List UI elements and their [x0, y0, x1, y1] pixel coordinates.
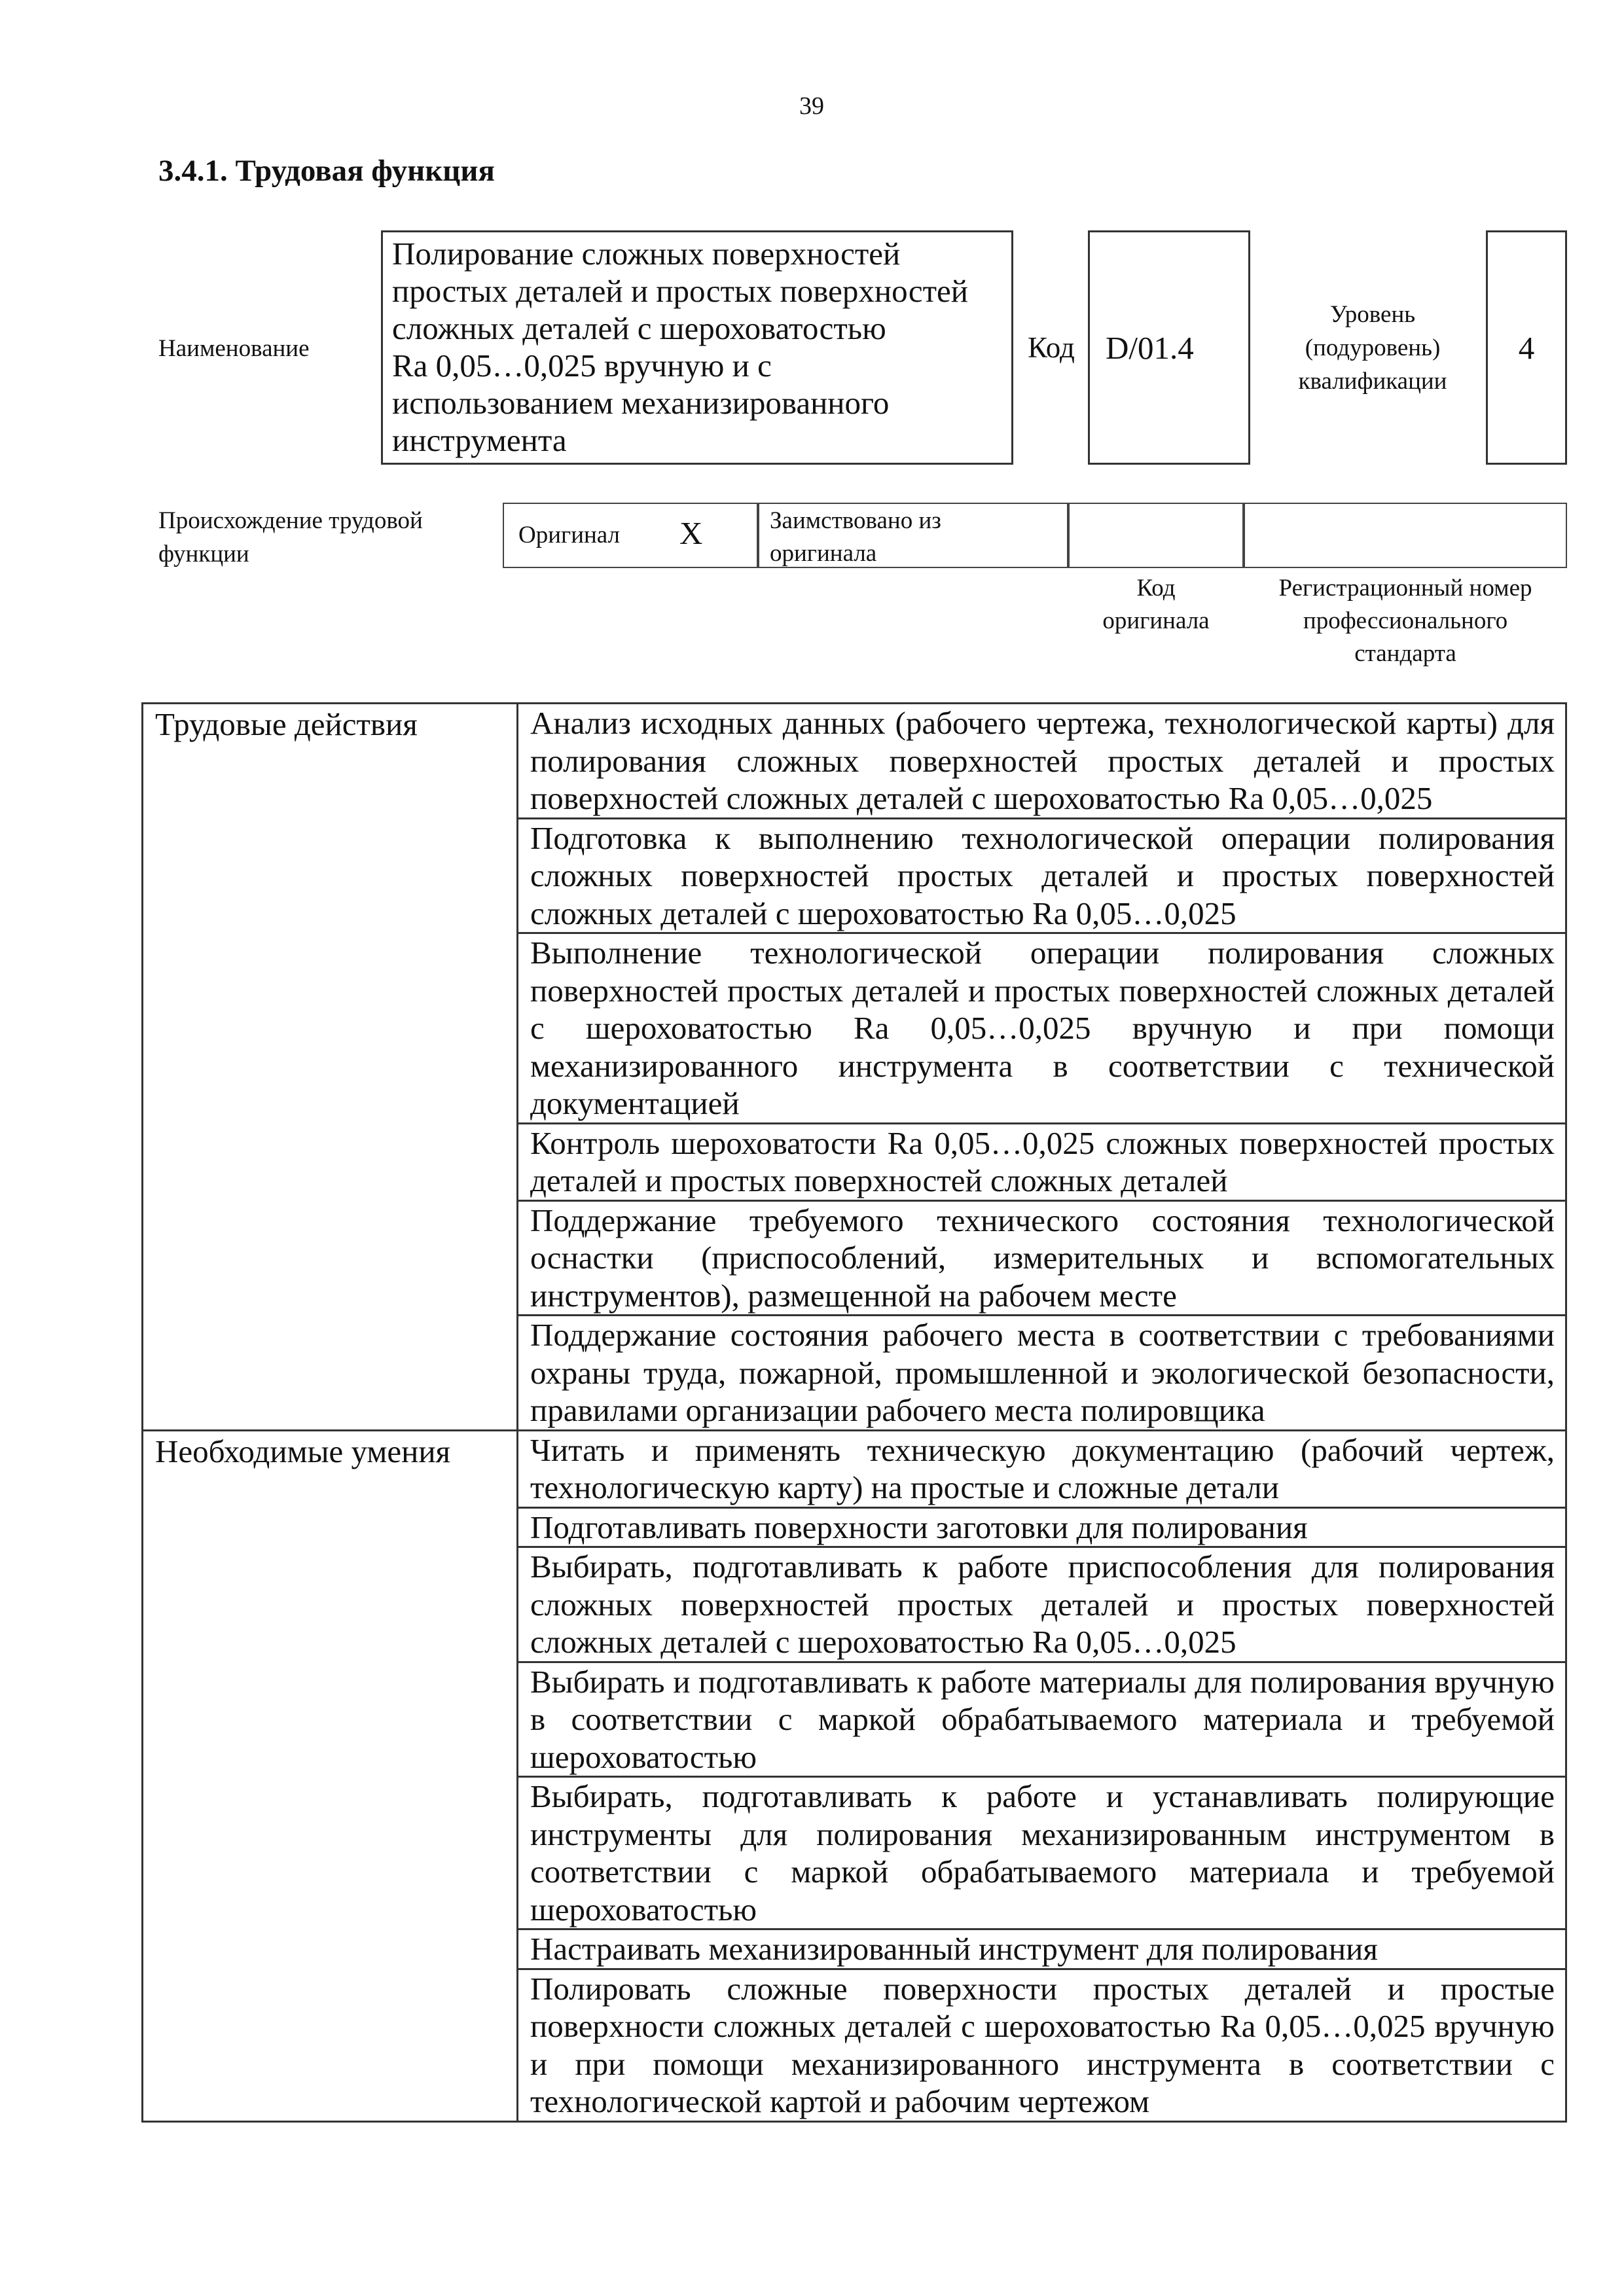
required-skill-item: Выбирать, подготавливать к работе приспособления для полирования сложных поверхностей простых деталей и простых поверхностей сложных деталей с шероховатостью Ra 0,05…0,025 — [518, 1547, 1566, 1662]
origin-code-caption-line: Код — [1136, 575, 1176, 601]
labor-action-item: Поддержание требуемого технического состояния технологической оснастки (приспособлений, измерительных и вспомогательных инструментов), размещенной на рабочем месте — [518, 1200, 1566, 1316]
reg-number-caption — [1244, 572, 1567, 670]
origin-borrowed-label — [770, 505, 941, 570]
labor-action-item: Анализ исходных данных (рабочего чертежа, технологической карты) для полирования сложных поверхностей простых деталей и простых поверхностей сложных деталей с шероховатостью Ra 0,05…0,025 — [518, 704, 1566, 819]
name-label: Наименование — [158, 335, 310, 362]
origin-borrowed-line: Заимствовано из — [770, 507, 941, 534]
reg-number-caption-line: Регистрационный номер — [1278, 575, 1532, 601]
name-line: Ra 0,05…0,025 вручную и с — [392, 348, 772, 384]
origin-label-line: Происхождение трудовой — [158, 507, 423, 534]
labor-action-item: Поддержание состояния рабочего места в соответствии с требованиями охраны труда, пожарной, промышленной и экологической безопасности, правилами организации рабочего места полировщика — [518, 1316, 1566, 1431]
required-skill-item: Настраивать механизированный инструмент для полирования — [518, 1929, 1566, 1969]
origin-original-mark: X — [679, 515, 703, 551]
code-value: D/01.4 — [1106, 329, 1194, 366]
labor-action-item: Подготовка к выполнению технологической операции полирования сложных поверхностей простых деталей и простых поверхностей сложных деталей с шероховатостью Ra 0,05…0,025 — [518, 818, 1566, 933]
origin-code-caption-line: оригинала — [1102, 607, 1210, 634]
level-label-line: квалификации — [1298, 368, 1447, 395]
required-skill-item: Выбирать и подготавливать к работе материалы для полирования вручную в соответствии с маркой обрабатываемого материала и требуемой шероховатостью — [518, 1662, 1566, 1777]
origin-code-cell — [1068, 503, 1244, 568]
labor-action-item: Выполнение технологической операции полирования сложных поверхностей простых деталей и простых поверхностей сложных деталей с шероховатостью Ra 0,05…0,025 вручную и при помощи механизированного инструмента в соответствии с технической документацией — [518, 933, 1566, 1124]
origin-label-line: функции — [158, 541, 249, 567]
level-value: 4 — [1518, 329, 1535, 366]
level-box — [1486, 230, 1567, 465]
required-skill-item: Читать и применять техническую документацию (рабочий чертеж, технологическую карту) на простые и сложные детали — [518, 1430, 1566, 1507]
code-box — [1088, 230, 1250, 465]
required-skill-item: Полировать сложные поверхности простых деталей и простые поверхности сложных деталей с шероховатостью Ra 0,05…0,025 вручную и при помощи механизированного инструмента в соответствии с технологической картой и рабочим чертежом — [518, 1969, 1566, 2121]
name-line: использованием механизированного — [392, 385, 890, 421]
reg-number-caption-line: профессионального — [1303, 607, 1508, 634]
section-title-labor-actions: Трудовые действия — [143, 704, 518, 1431]
name-box — [381, 230, 1013, 465]
required-skill-item: Выбирать, подготавливать к работе и устанавливать полирующие инструменты для полирования механизированным инструментом в соответствии с маркой обрабатываемого материала и требуемой шероховатостью — [518, 1777, 1566, 1929]
name-line: инструмента — [392, 422, 567, 458]
origin-reg-number-cell — [1244, 503, 1567, 568]
level-label — [1250, 298, 1495, 398]
origin-borrowed-line: оригинала — [770, 540, 877, 567]
level-label-line: (подуровень) — [1305, 334, 1441, 361]
table-row — [143, 704, 1566, 819]
level-label-line: Уровень — [1329, 301, 1416, 328]
name-line: сложных деталей с шероховатостью — [392, 310, 886, 346]
reg-number-caption-line: стандарта — [1354, 640, 1456, 667]
origin-code-caption — [1068, 572, 1244, 637]
labor-action-item: Контроль шероховатости Ra 0,05…0,025 сложных поверхностей простых деталей и простых поверхностей сложных деталей — [518, 1123, 1566, 1200]
name-line: простых деталей и простых поверхностей — [392, 273, 968, 309]
name-line: Полирование сложных поверхностей — [392, 236, 901, 272]
origin-original-label: Оригинал — [518, 522, 621, 548]
table-row — [143, 1430, 1566, 1507]
code-label: Код — [1028, 331, 1075, 364]
labor-function-table — [141, 702, 1567, 2123]
required-skill-item: Подготавливать поверхности заготовки для полирования — [518, 1507, 1566, 1547]
page-number: 39 — [799, 92, 824, 120]
origin-label — [158, 504, 423, 571]
section-title-required-skills: Необходимые умения — [143, 1430, 518, 2121]
section-heading: 3.4.1. Трудовая функция — [158, 154, 495, 188]
